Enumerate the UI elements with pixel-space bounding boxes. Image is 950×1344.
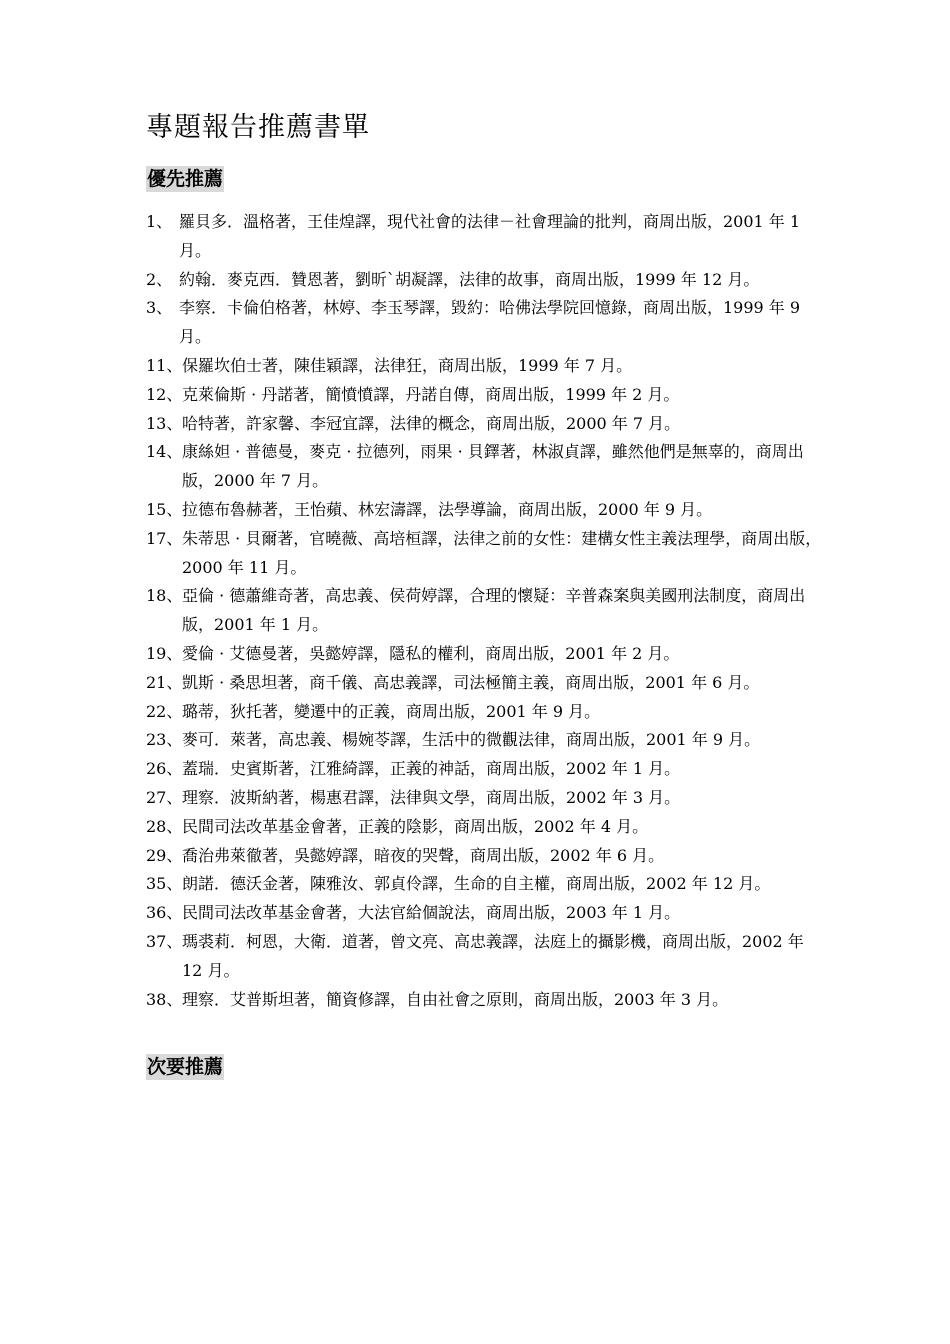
book-item-citation: 璐蒂，狄托著，變遷中的正義，商周出版，2001 年 9 月。 <box>182 701 601 721</box>
book-item-number: 18、 <box>146 586 183 606</box>
book-list-item <box>146 698 826 727</box>
book-list-item <box>146 842 826 871</box>
book-item-citation: 理察．艾普斯坦著，簡資修譯，自由社會之原則，商周出版，2003 年 3 月。 <box>182 989 729 1009</box>
book-item-number: 23、 <box>146 730 183 750</box>
book-item-citation: 瑪裘莉．柯恩，大衛．道著，曾文亮、高忠義譯，法庭上的攝影機，商周出版，2002 年 12 月。 <box>182 931 804 980</box>
secondary-heading-wrap <box>146 1054 826 1080</box>
book-list-item <box>146 352 826 381</box>
book-item-number: 35、 <box>146 874 183 894</box>
book-list-item <box>146 899 826 928</box>
book-item-number: 36、 <box>146 903 183 923</box>
book-item-number: 13、 <box>146 413 183 433</box>
book-list-item <box>146 986 826 1015</box>
secondary-section-heading: 次要推薦 <box>147 1056 224 1079</box>
book-list-item <box>146 928 826 986</box>
book-item-citation: 約翰．麥克西．贊恩著，劉昕`胡凝譯，法律的故事，商周出版，1999 年 12 月。 <box>179 269 760 289</box>
book-item-number: 12、 <box>146 384 183 404</box>
book-item-citation: 理察．波斯納著，楊惠君譯，法律與文學，商周出版，2002 年 3 月。 <box>182 787 681 807</box>
book-item-number: 37、 <box>146 931 183 951</box>
book-item-citation: 愛倫 · 艾德曼著，吳懿婷譯，隱私的權利，商周出版，2001 年 2 月。 <box>182 643 680 663</box>
book-list-item <box>146 640 826 669</box>
book-list-item <box>146 525 826 583</box>
book-item-number: 11、 <box>146 355 183 375</box>
book-item-number: 21、 <box>146 672 183 692</box>
primary-heading-wrap <box>146 166 826 192</box>
book-item-number: 38、 <box>146 989 183 1009</box>
book-item-number: 22、 <box>146 701 183 721</box>
book-item-number: 26、 <box>146 759 183 779</box>
book-list-item <box>146 755 826 784</box>
book-item-number: 27、 <box>146 787 183 807</box>
document-title: 專題報告推薦書單 <box>146 112 370 143</box>
book-item-citation: 拉德布魯赫著，王怡蘋、林宏濤譯，法學導論，商周出版，2000 年 9 月。 <box>182 499 713 519</box>
book-list-item <box>146 784 826 813</box>
document-page <box>146 108 826 1080</box>
book-item-number: 29、 <box>146 845 183 865</box>
book-item-number: 14、 <box>146 442 183 462</box>
book-item-number: 15、 <box>146 499 183 519</box>
book-list-item <box>146 208 826 266</box>
primary-section-heading: 優先推薦 <box>147 168 224 190</box>
book-item-citation: 朱蒂思 · 貝爾著，官曉薇、高培桓譯，法律之前的女性：建構女性主義法理學，商周出版，2000 年 11 月。 <box>182 528 822 577</box>
book-item-citation: 麥可．萊著，高忠義、楊婉苓譯，生活中的微觀法律，商周出版，2001 年 9 月。 <box>182 730 761 750</box>
book-item-number: 17、 <box>146 528 183 548</box>
book-item-number: 2、 <box>146 269 173 289</box>
book-list-item <box>146 669 826 698</box>
book-list-item <box>146 813 826 842</box>
book-item-number: 28、 <box>146 816 183 836</box>
book-item-citation: 哈特著，許家馨、李冠宜譯，法律的概念，商周出版，2000 年 7 月。 <box>182 413 681 433</box>
book-item-citation: 民間司法改革基金會著，大法官給個說法，商周出版，2003 年 1 月。 <box>182 903 681 923</box>
book-item-citation: 羅貝多．溫格著，王佳煌譯，現代社會的法律－社會理論的批判，商周出版，2001 年 1 月。 <box>179 212 801 260</box>
book-item-citation: 民間司法改革基金會著，正義的陰影，商周出版，2002 年 4 月。 <box>182 816 649 836</box>
book-item-citation: 克萊倫斯 · 丹諾著，簡憤憤譯，丹諾自傳，商周出版，1999 年 2 月。 <box>182 384 680 404</box>
primary-book-list <box>146 208 826 1014</box>
book-list-item <box>146 496 826 525</box>
book-list-item <box>146 726 826 755</box>
book-item-number: 1、 <box>146 212 173 231</box>
book-item-citation: 保羅坎伯士著，陳佳穎譯，法律狂，商周出版，1999 年 7 月。 <box>182 355 633 375</box>
book-list-item <box>146 381 826 410</box>
book-item-citation: 凱斯 · 桑思坦著，商千儀、高忠義譯，司法極簡主義，商周出版，2001 年 6 月。 <box>182 672 760 692</box>
book-list-item <box>146 438 826 496</box>
book-list-item <box>146 410 826 439</box>
book-list-item <box>146 870 826 899</box>
book-item-citation: 朗諾．德沃金著，陳雅汝、郭貞伶譯，生命的自主權，商周出版，2002 年 12 月。 <box>182 874 771 894</box>
book-item-number: 3、 <box>146 298 173 318</box>
book-item-citation: 亞倫 · 德蕭維奇著，高忠義、侯荷婷譯，合理的懷疑：辛普森案與美國刑法制度，商周出版，2001 年 1 月。 <box>182 586 806 635</box>
book-item-citation: 蓋瑞．史賓斯著，江雅綺譯，正義的神話，商周出版，2002 年 1 月。 <box>182 759 681 779</box>
book-item-citation: 喬治弗萊徹著，吳懿婷譯，暗夜的哭聲，商周出版，2002 年 6 月。 <box>182 845 665 865</box>
book-list-item <box>146 266 826 295</box>
book-list-item <box>146 582 826 640</box>
book-list-item <box>146 294 826 352</box>
book-item-citation: 康絲妲 · 普德曼，麥克 · 拉德列，雨果 · 貝鐸著，林淑貞譯，雖然他們是無辜的，商周出版，2000 年 7 月。 <box>182 442 804 491</box>
book-item-citation: 李察．卡倫伯格著，林婷、李玉琴譯，毀約：哈佛法學院回憶錄，商周出版，1999 年 9 月。 <box>179 298 801 347</box>
book-item-number: 19、 <box>146 643 183 663</box>
